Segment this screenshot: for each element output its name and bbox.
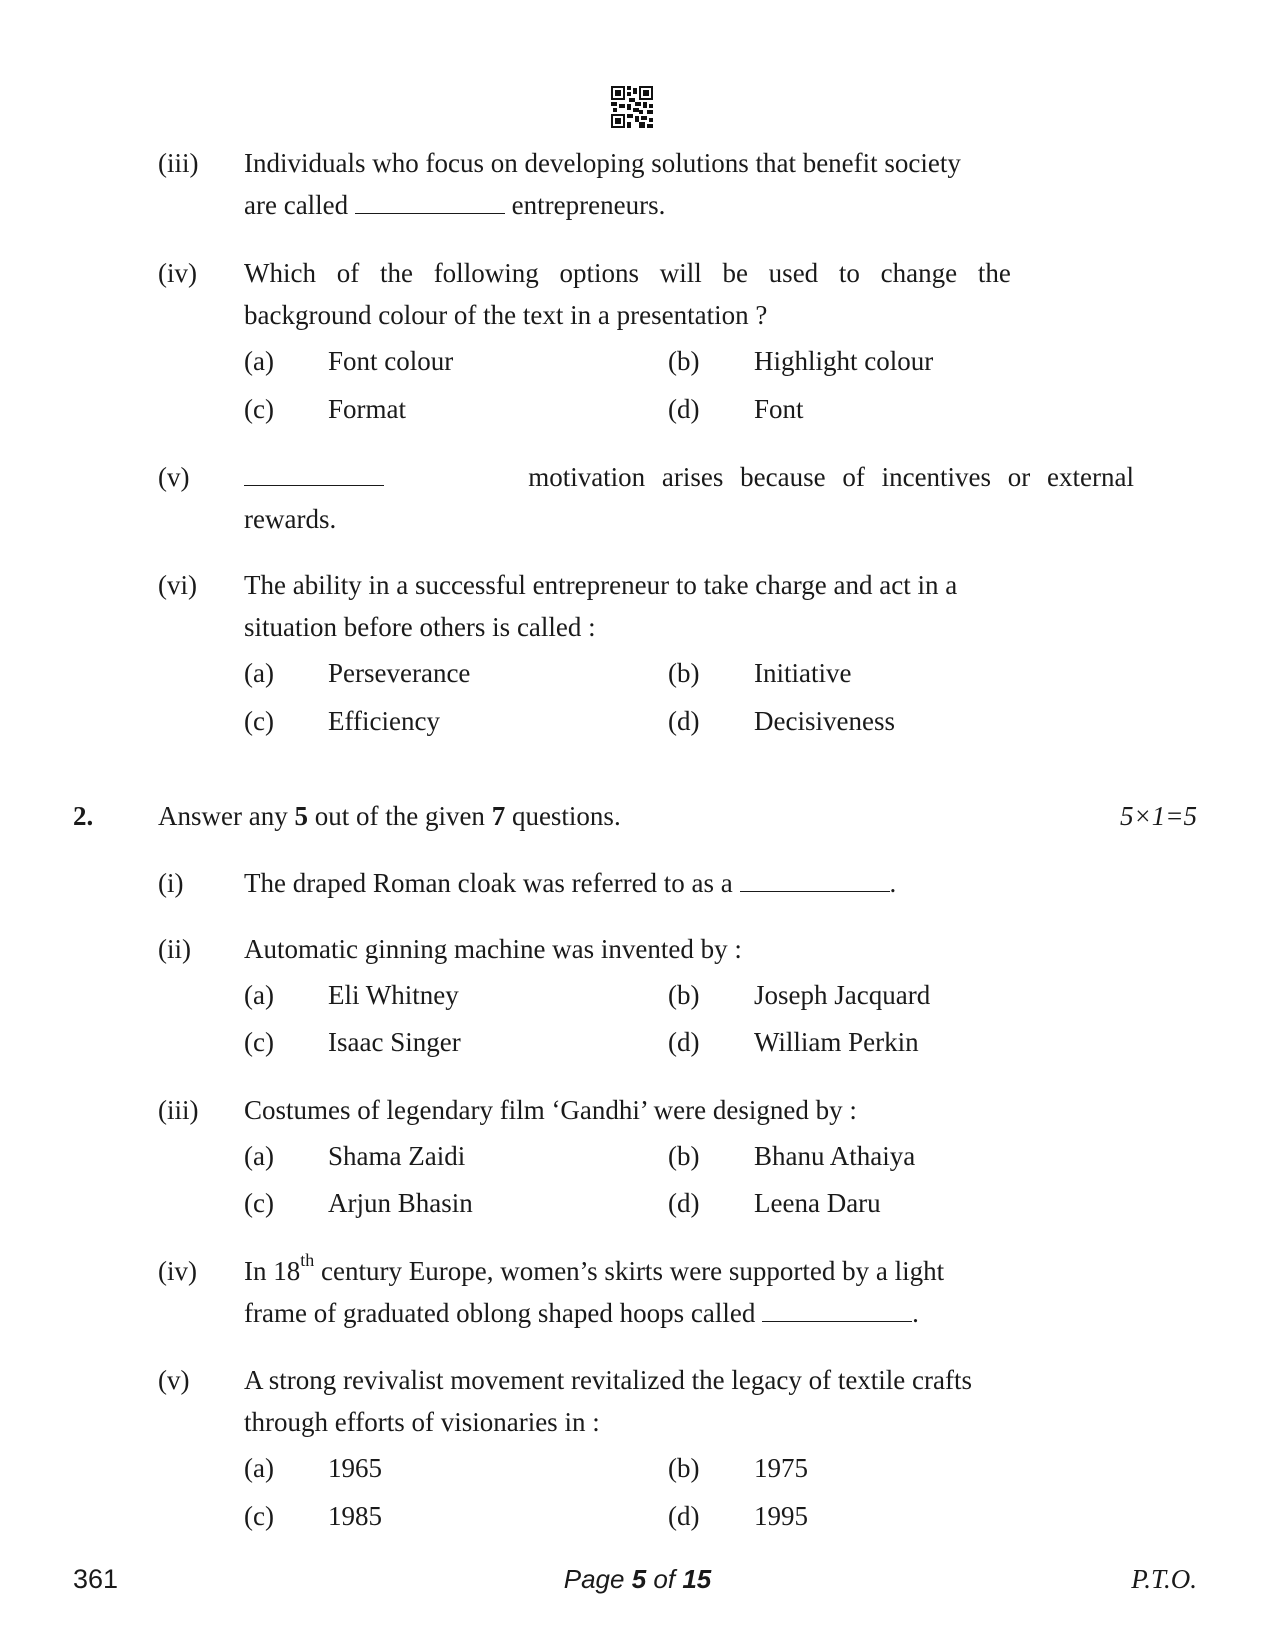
question-text: The draped Roman cloak was referred to as a . [244, 862, 1134, 904]
option-text: Isaac Singer [328, 1027, 461, 1057]
option-text: Highlight colour [754, 346, 934, 376]
option-text: Font [754, 394, 804, 424]
option-text: Leena Daru [754, 1188, 881, 1218]
section-number: 2. [73, 801, 94, 831]
question-number: (iv) [158, 258, 197, 288]
question-text: The ability in a successful entrepreneur to take charge and act in a [244, 570, 958, 600]
section-instructions: Answer any 5 out of the given 7 questions. [158, 801, 621, 831]
option-label: (d) [668, 1501, 700, 1531]
option-label: (c) [244, 1501, 274, 1531]
question-text: Which of the following options will be used to change the [244, 258, 1011, 288]
question-text: A strong revivalist movement revitalized the legacy of textile crafts [244, 1365, 972, 1395]
question-text: Individuals who focus on developing solutions that benefit society [244, 148, 961, 178]
option-text: Arjun Bhasin [328, 1188, 473, 1218]
option-label: (a) [244, 346, 274, 376]
option-label: (d) [668, 1027, 700, 1057]
question-number: (ii) [158, 934, 191, 964]
question-number: (i) [158, 868, 184, 898]
question-text: situation before others is called : [244, 612, 596, 642]
option-text: Format [328, 394, 406, 424]
option-label: (d) [668, 706, 700, 736]
option-label: (b) [668, 1141, 700, 1171]
option-label: (b) [668, 346, 700, 376]
option-label: (b) [668, 980, 700, 1010]
option-text: Shama Zaidi [328, 1141, 466, 1171]
question-text: background colour of the text in a presentation ? [244, 300, 768, 330]
option-text: Decisiveness [754, 706, 895, 736]
option-text: Joseph Jacquard [754, 980, 931, 1010]
option-label: (a) [244, 658, 274, 688]
option-label: (c) [244, 394, 274, 424]
question-number: (iii) [158, 1095, 199, 1125]
option-text: Font colour [328, 346, 454, 376]
question-number: (vi) [158, 570, 197, 600]
option-text: 1985 [328, 1501, 382, 1531]
answer-blank [740, 863, 890, 892]
answer-blank [762, 1293, 912, 1322]
pto-label: P.T.O. [1131, 1564, 1197, 1594]
question-text: In 18th century Europe, women’s skirts were supported by a light [244, 1250, 945, 1286]
option-label: (a) [244, 1453, 274, 1483]
option-label: (c) [244, 706, 274, 736]
option-text: 1965 [328, 1453, 382, 1483]
option-label: (b) [668, 1453, 700, 1483]
option-text: 1975 [754, 1453, 808, 1483]
question-text: frame of graduated oblong shaped hoops called . [244, 1292, 1134, 1334]
question-number: (iv) [158, 1256, 197, 1286]
answer-blank [244, 457, 384, 486]
question-text: Automatic ginning machine was invented by : [244, 934, 742, 964]
option-text: Bhanu Athaiya [754, 1141, 916, 1171]
option-label: (c) [244, 1027, 274, 1057]
question-text: motivation arises because of incentives or external [244, 456, 1134, 498]
option-label: (a) [244, 980, 274, 1010]
option-label: (c) [244, 1188, 274, 1218]
option-text: Efficiency [328, 706, 440, 736]
question-number: (iii) [158, 148, 199, 178]
qr-code-icon [611, 86, 653, 128]
question-text: through efforts of visionaries in : [244, 1407, 600, 1437]
paper-code: 361 [73, 1564, 119, 1594]
page-number: Page 5 of 15 [563, 1564, 712, 1594]
question-number: (v) [158, 462, 190, 492]
option-label: (d) [668, 394, 700, 424]
option-text: Perseverance [328, 658, 471, 688]
option-label: (a) [244, 1141, 274, 1171]
answer-blank [355, 185, 505, 214]
section-marks: 5×1=5 [1120, 801, 1197, 831]
question-number: (v) [158, 1365, 190, 1395]
option-text: 1995 [754, 1501, 808, 1531]
option-label: (b) [668, 658, 700, 688]
question-text: rewards. [244, 504, 337, 534]
option-text: Eli Whitney [328, 980, 459, 1010]
question-text: Costumes of legendary film ‘Gandhi’ were designed by : [244, 1095, 857, 1125]
option-label: (d) [668, 1188, 700, 1218]
option-text: Initiative [754, 658, 852, 688]
question-text: are called entrepreneurs. [244, 184, 1134, 226]
option-text: William Perkin [754, 1027, 919, 1057]
